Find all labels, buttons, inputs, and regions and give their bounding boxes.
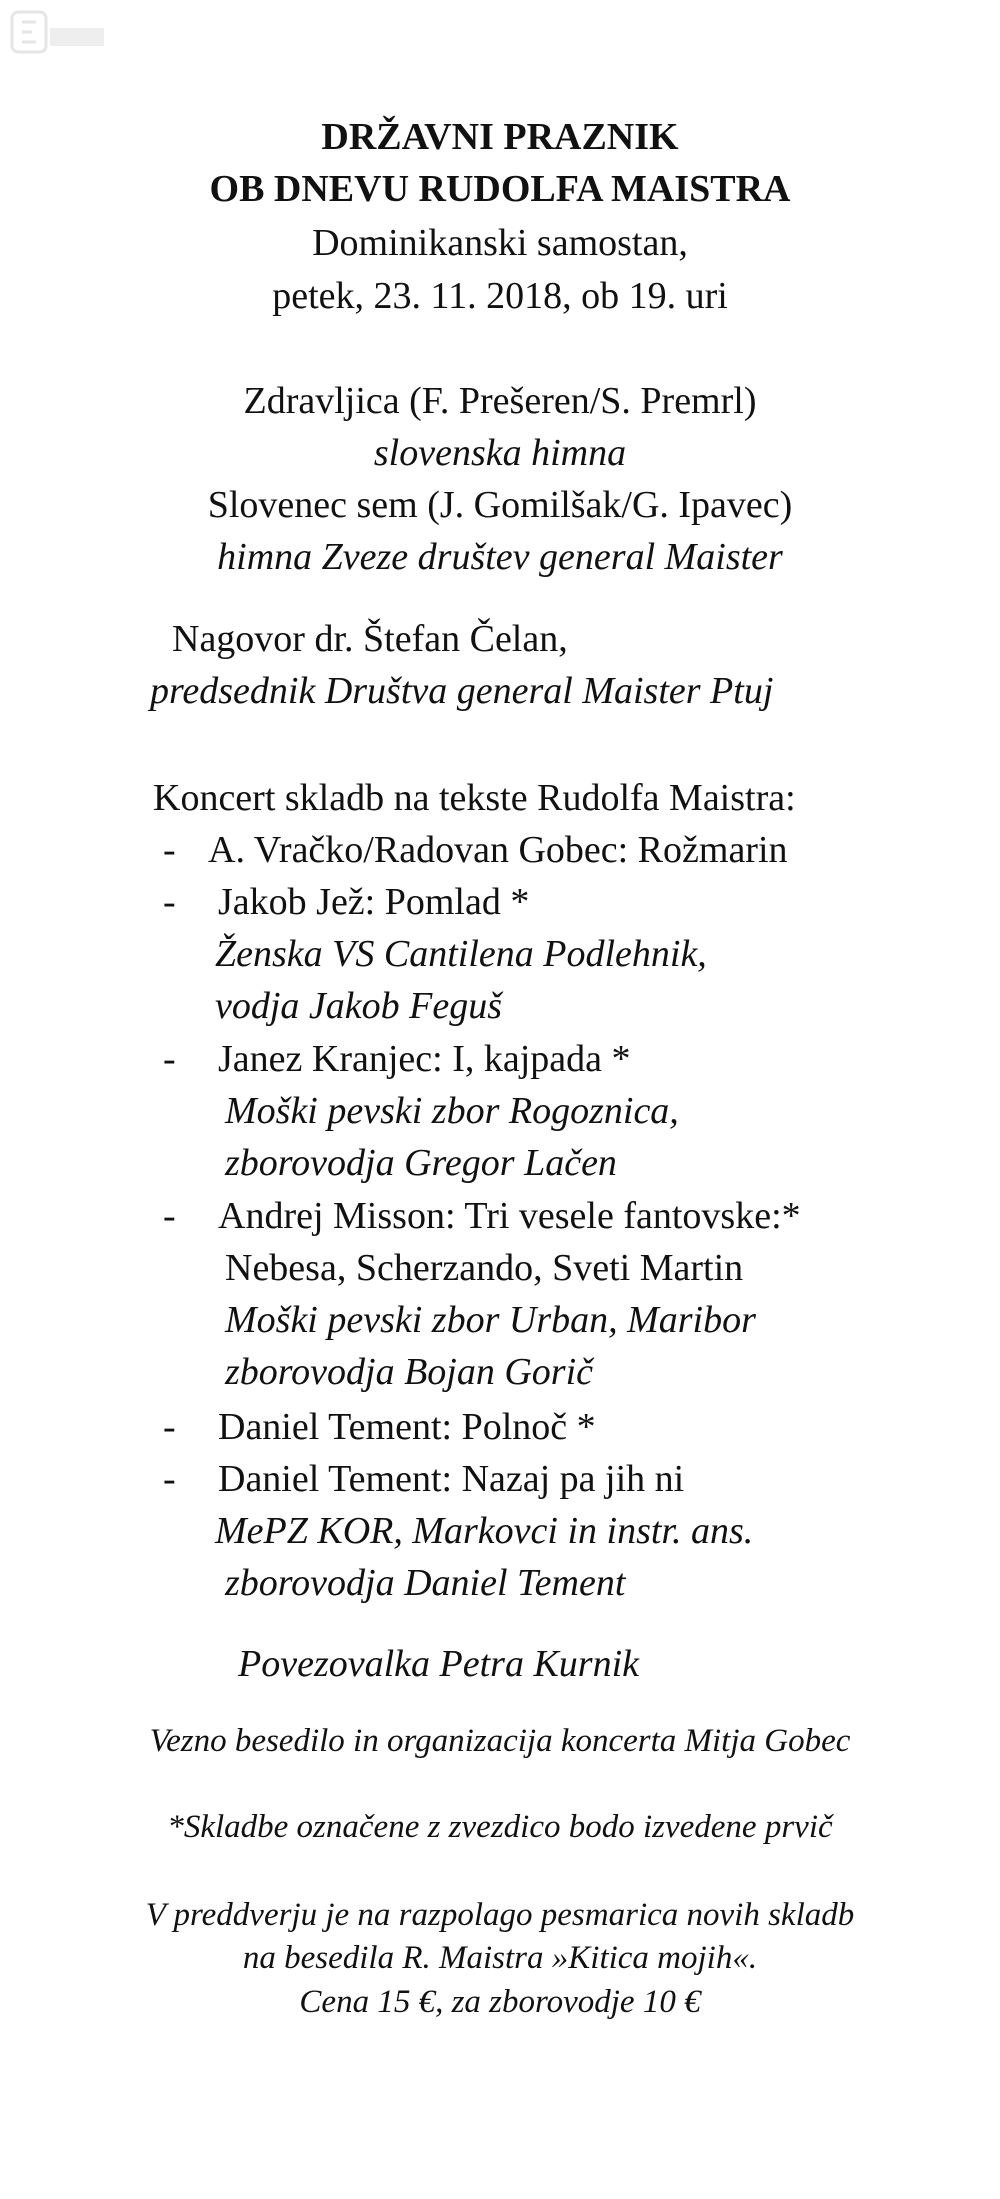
performer-ensemble: Ženska VS Cantilena Podlehnik, [215, 933, 707, 975]
performer-leader: zborovodja Gregor Lačen [225, 1142, 617, 1184]
organization-note: Vezno besedilo in organizacija koncerta Mitja Gobec [149, 1723, 851, 1759]
concert-piece: Daniel Tement: Polnoč * [218, 1406, 596, 1448]
list-bullet: - [163, 829, 176, 871]
premiere-note: *Skladbe označene z zvezdico bodo izvedene prvič [167, 1809, 833, 1845]
anthem-note: himna Zveze društev general Maister [217, 536, 783, 578]
speech-speaker: Nagovor dr. Štefan Čelan, [172, 618, 568, 660]
concert-piece: Jakob Jež: Pomlad * [218, 881, 530, 923]
list-bullet: - [163, 1406, 176, 1448]
list-bullet: - [163, 1195, 176, 1237]
concert-piece: Andrej Misson: Tri vesele fantovske:* [218, 1195, 801, 1237]
concert-piece: Janez Kranjec: I, kajpada * [218, 1038, 631, 1080]
list-bullet: - [163, 881, 176, 923]
concert-heading: Koncert skladb na tekste Rudolfa Maistra: [153, 777, 796, 819]
event-subtitle: OB DNEVU RUDOLFA MAISTRA [209, 168, 791, 210]
performer-leader: zborovodja Daniel Tement [225, 1562, 626, 1604]
songbook-price: Cena 15 €, za zborovodje 10 € [299, 1984, 701, 2020]
host-name: Povezovalka Petra Kurnik [238, 1643, 640, 1685]
concert-piece: A. Vračko/Radovan Gobec: Rožmarin [208, 829, 788, 871]
anthem-note: slovenska himna [373, 432, 627, 474]
performer-leader: vodja Jakob Feguš [215, 985, 503, 1027]
concert-piece: Daniel Tement: Nazaj pa jih ni [218, 1458, 685, 1500]
anthem-title: Slovenec sem (J. Gomilšak/G. Ipavec) [207, 484, 793, 526]
performer-leader: zborovodja Bojan Gorič [225, 1351, 594, 1393]
watermark-logo-icon [8, 6, 108, 62]
event-title: DRŽAVNI PRAZNIK [321, 116, 679, 158]
list-bullet: - [163, 1038, 176, 1080]
anthem-title: Zdravljica (F. Prešeren/S. Premrl) [243, 380, 757, 422]
songbook-note: na besedila R. Maistra »Kitica mojih«. [242, 1940, 758, 1976]
speech-speaker-role: predsednik Društva general Maister Ptuj [150, 670, 774, 712]
event-venue: Dominikanski samostan, [312, 222, 688, 264]
event-date: petek, 23. 11. 2018, ob 19. uri [272, 275, 728, 317]
songbook-note: V preddverju je na razpolago pesmarica novih skladb [145, 1897, 855, 1933]
performer-ensemble: Moški pevski zbor Urban, Maribor [225, 1299, 756, 1341]
list-bullet: - [163, 1458, 176, 1500]
concert-piece-subtitles: Nebesa, Scherzando, Sveti Martin [225, 1247, 744, 1289]
performer-ensemble: Moški pevski zbor Rogoznica, [225, 1090, 679, 1132]
performer-ensemble: MePZ KOR, Markovci in instr. ans. [215, 1510, 754, 1552]
